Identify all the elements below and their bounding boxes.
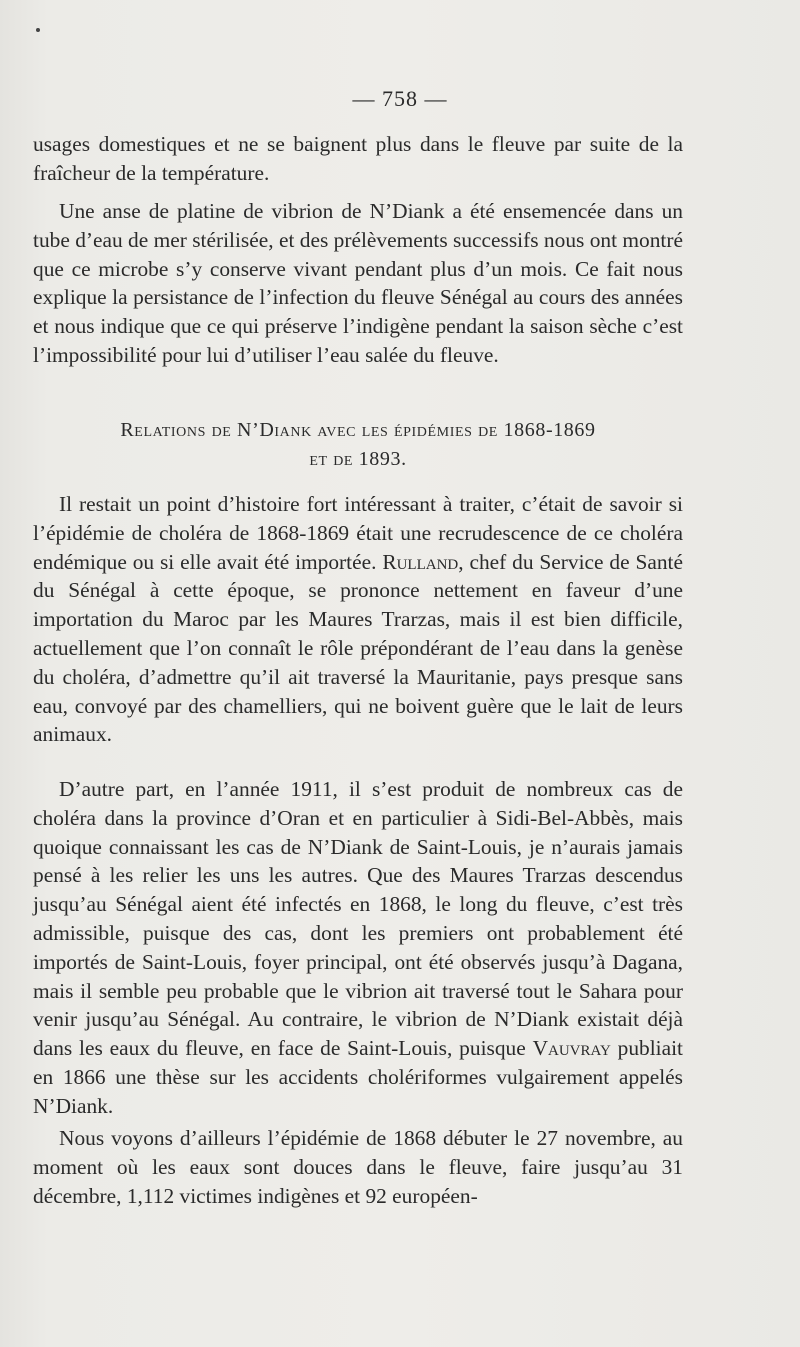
paragraph-text-part: , chef du Service de Santé du Sénégal à cette époque, se prononce nettement en faveur d’une importation du Maroc par les Maures Trarzas, mais il est bien difficile, actuellement que l’on connaît le rôle prépondérant de l’eau dans la genèse du choléra, d’admettre qu’il ait traversé la Mauritanie, pays presque sans eau, convoyé par des chamelliers, qui ne boivent guère que le lait de leurs animaux. (33, 549, 683, 747)
paragraph-text (33, 775, 683, 1121)
paragraph-text: usages domestiques et ne se baignent plus dans le fleuve par suite de la fraîcheur de la température. (33, 132, 683, 185)
paragraph-text-part: publiait en 1866 une thèse sur les accidents cholériformes vulgairement appelés N’Diank. (33, 1036, 683, 1118)
paragraph-oran-1911 (33, 775, 683, 1121)
paragraph-text: Nous voyons d’ailleurs l’épidémie de 1868 débuter le 27 novembre, au moment où les eaux sont douces dans le fleuve, faire jusqu’au 31 décembre, 1,112 victimes indigènes et 92 européen- (33, 1126, 683, 1208)
paragraph-text-part: D’autre part, en l’année 1911, il s’est produit de nombreux cas de choléra dans la province d’Oran et en particulier à Sidi-Bel-Abbès, mais quoique connaissant les cas de N’Diank de Saint-Louis, je n’aurais jamais pensé à les relier les uns les autres. Que des Maures Trarzas descendus jusqu’au Sénégal aient été infectés en 1868, le long du fleuve, c’est très admissible, puisque des cas, dont les premiers ont probablement été importés de Saint-Louis, foyer principal, ont été observés jusqu’à Dagana, mais il semble peu probable que le vibrion ait traversé tout le Sahara pour venir jusqu’au Sénégal. Au contraire, le vibrion de N’Diank existait déjà dans les eaux du fleuve, en face de Saint-Louis, puisque (33, 777, 683, 1061)
paragraph-text-part: Il restait un point d’histoire fort intéressant à traiter, c’était de savoir si l’épidémie de choléra de 1868-1869 était une recrudescence de ce choléra endémique ou si elle avait été importée. (33, 492, 683, 574)
author-name-rulland: Rulland (382, 549, 459, 574)
paragraph-vibrion-seawater (33, 197, 683, 370)
paragraph-epidemic-origin (33, 490, 683, 749)
paragraph-epidemic-1868 (33, 1124, 683, 1210)
paragraph-text: Une anse de platine de vibrion de N’Diank a été ensemencée dans un tube d’eau de mer stérilisée, et des prélèvements successifs nous ont montré que ce microbe s’y conserve vivant pendant plus d’un mois. Ce fait nous explique la persistance de l’infection du fleuve Sénégal au cours des années et nous indique que ce qui préserve l’indigène pendant la saison sèche c’est l’impossibilité pour lui d’utiliser l’eau salée du fleuve. (33, 199, 683, 367)
paragraph-continued (33, 130, 683, 188)
page-number: — 758 — (352, 86, 448, 111)
paragraph-text (33, 490, 683, 749)
author-name-vauvray: Vauvray (532, 1036, 611, 1061)
section-heading-line-1: Relations de N’Diank avec les épidémies de 1868-1869 (120, 419, 596, 441)
ink-speck (36, 28, 40, 32)
section-heading (33, 416, 683, 474)
section-heading-line-2: et de 1893. (309, 448, 407, 470)
